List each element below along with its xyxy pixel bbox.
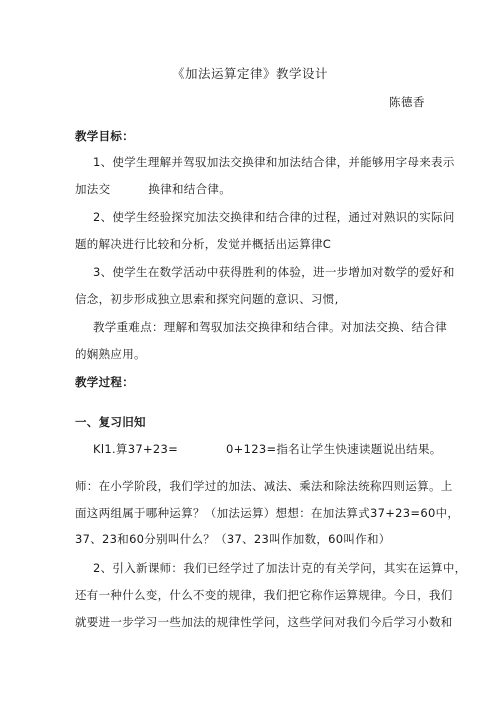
goals-heading: 教学目标： — [75, 129, 134, 143]
goal1-line2-b: 换律和结合律。 — [148, 182, 232, 196]
teacher-line2: 面这两组属于哪种运算？（加法运算）想想：在加法算式37+23=60中， — [75, 506, 460, 520]
intro-line1: 2、引入新课师：我们已经学过了加法计克的有关学问，其实在运算中， — [93, 561, 467, 575]
intro-line3: 就要进一步学习一些加法的规律性学问，这些学问对我们今后学习小数和 — [75, 615, 453, 629]
review-heading: 一、复习旧知 — [75, 415, 146, 429]
keypoints-line1: 教学重难点：理解和驾驭加法交换律和结合律。对加法交换、结合律 — [93, 320, 447, 334]
review-line — [93, 442, 442, 456]
goal1-line2 — [75, 182, 231, 196]
goal3-line2: 信念，初步形成独立思索和探究问题的意识、习惯, — [75, 292, 339, 306]
review-line-a: Kl1.算37+23= — [93, 442, 179, 456]
process-heading: 教学过程： — [75, 375, 134, 389]
goal2-line2: 题的解决进行比较和分析，发觉并概括出运算律C — [75, 237, 332, 251]
goal2-line1: 2、使学生经验探究加法交换律和结合律的过程，通过对熟识的实际问 — [93, 210, 455, 224]
review-line-b: 0+123=指名让学生快速读题说出结果。 — [226, 442, 442, 456]
goal1-line2-a: 加法交 — [75, 182, 111, 196]
intro-line2: 还有一种什么变，什么不变的规律，我们把它称作运算规律。今日，我们 — [75, 588, 453, 602]
keypoints-line2: 的娴熟应用。 — [75, 347, 146, 361]
goal1-line1: 1、使学生理解并驾驭加法交换律和加法结合律，并能够用字母来表示 — [93, 155, 455, 169]
author-name: 陈德香 — [389, 95, 425, 109]
document-title: 《加法运算定律》教学设计 — [171, 66, 328, 81]
teacher-line1: 师：在小学阶段，我们学过的加法、减法、乘法和除法统称四则运算。上 — [75, 479, 453, 493]
teacher-line3: 37、23和60分别叫什么？（37、23叫作加数，60叫作和） — [75, 532, 391, 546]
goal3-line1: 3、使学生在数学活动中获得胜利的体验，进一步增加对数学的爱好和 — [93, 265, 455, 279]
